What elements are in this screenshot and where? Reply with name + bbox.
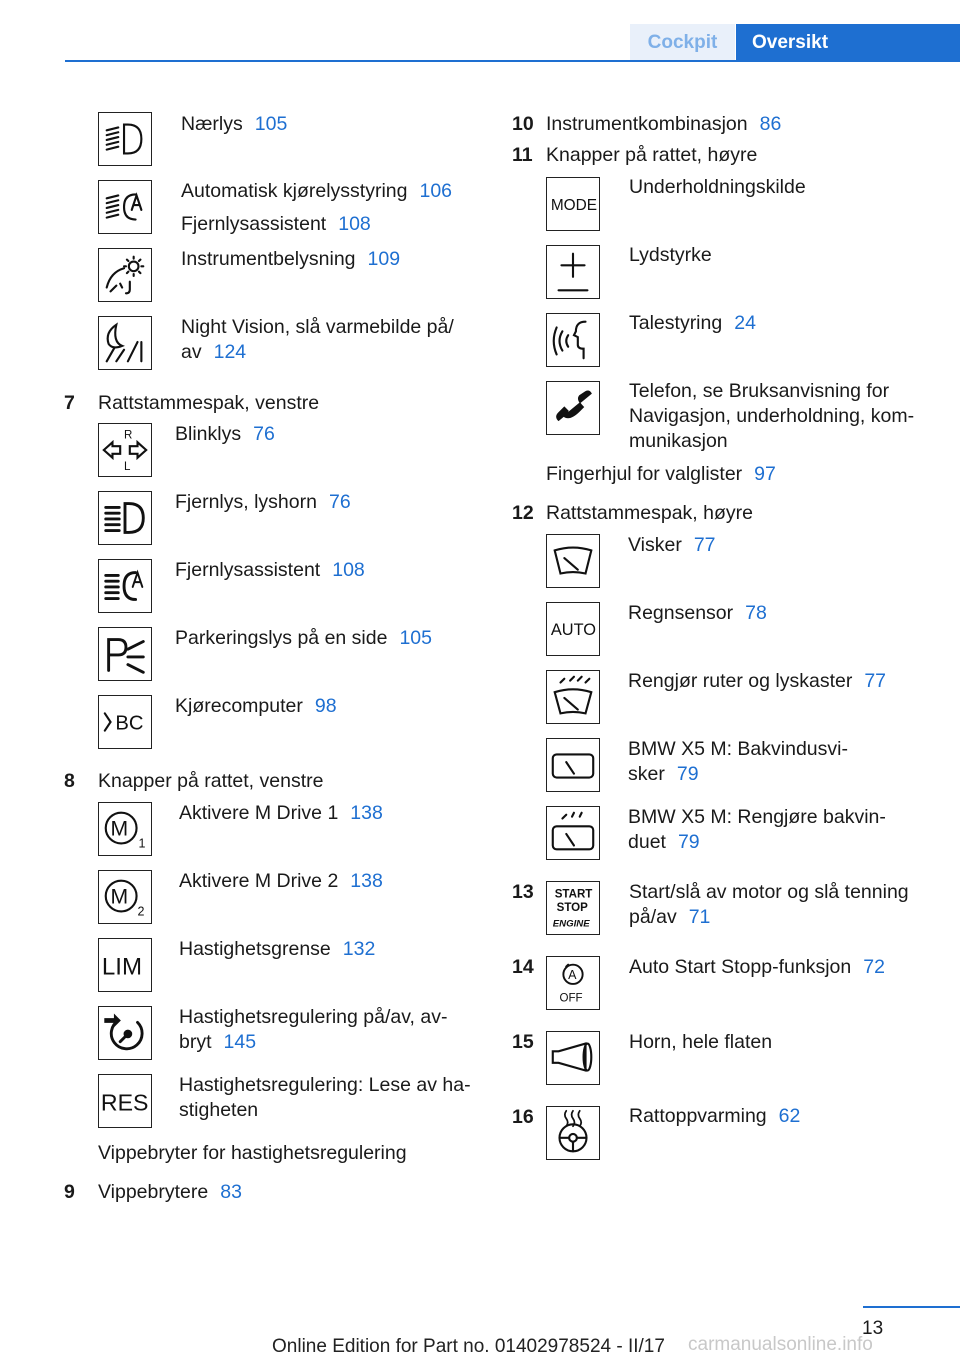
row-m-drive-1	[179, 801, 383, 826]
label: Vippebrytere	[98, 1181, 209, 1203]
section-number: 15	[512, 1031, 534, 1053]
row-turn-signal	[175, 422, 275, 447]
row-rear-washer	[628, 805, 886, 830]
instrument-lighting-icon	[98, 248, 152, 302]
washer-icon	[546, 670, 600, 724]
page-link[interactable]: 106	[419, 180, 453, 202]
label: Horn, hele flaten	[629, 1031, 773, 1053]
row-phone-cont2	[629, 429, 728, 454]
label: Instrumentkombinasjon	[546, 113, 748, 135]
label: Hastighetsregulering: Lese av ha-	[179, 1074, 471, 1096]
row-volume	[629, 243, 712, 268]
label: Hastighetsgrense	[179, 938, 331, 960]
page-link[interactable]: 86	[759, 113, 782, 135]
row-horn	[629, 1030, 772, 1055]
high-beam-assistant-icon	[98, 559, 152, 613]
icon-glyph: 2	[137, 904, 145, 919]
label: Telefon, se Bruksanvisning for	[629, 380, 890, 402]
row-rain-sensor	[628, 601, 767, 626]
section-number: 12	[512, 502, 534, 524]
label: BMW X5 M: Rengjøre bakvin-	[628, 806, 886, 828]
label: Auto Start Stopp-funksjon	[629, 956, 852, 978]
cruise-control-icon	[98, 1006, 152, 1060]
row-voice-control	[629, 311, 756, 336]
page-link[interactable]: 83	[220, 1181, 242, 1203]
label: Night Vision, slå varmebilde på/	[181, 316, 454, 338]
page-link[interactable]: 108	[332, 559, 365, 581]
label: Rattoppvarming	[629, 1105, 767, 1127]
icon-glyph: ENGINE	[552, 918, 590, 930]
page-link[interactable]: 132	[342, 938, 376, 960]
section-number: 8	[64, 770, 75, 792]
row-rear-washer-cont	[628, 830, 700, 855]
row-night-vision	[181, 315, 454, 340]
footer-rule	[863, 1306, 960, 1308]
page-link[interactable]: 79	[677, 831, 700, 853]
night-vision-icon	[98, 316, 152, 370]
row-high-beam-assist	[181, 212, 371, 237]
row-phone-cont	[629, 404, 914, 429]
label: Kjørecomputer	[175, 695, 303, 717]
section-title	[546, 112, 781, 137]
label: bryt	[179, 1031, 212, 1053]
icon-glyph: A	[568, 968, 577, 983]
row-high-beam-assistant	[175, 558, 365, 583]
label: BMW X5 M: Bakvindusvi-	[628, 738, 848, 760]
label: Blinklys	[175, 423, 242, 445]
label: Navigasjon, underholdning, kom-	[629, 405, 915, 427]
icon-glyph: START	[554, 888, 593, 901]
row-rear-wiper-cont	[628, 762, 699, 787]
section-title: Rattstammespak, venstre	[98, 392, 320, 414]
icon-glyph: BC	[115, 712, 144, 735]
voice-control-icon	[546, 313, 600, 367]
section-title: Rattstammespak, høyre	[546, 502, 753, 524]
icon-glyph: 1	[138, 836, 146, 851]
section-number: 16	[512, 1106, 534, 1128]
horn-icon	[546, 1031, 600, 1085]
row-start-stop-cont	[629, 905, 710, 930]
label: Start/slå av motor og slå tenning	[629, 881, 909, 903]
label: på/av	[629, 906, 677, 928]
page-link[interactable]: 105	[254, 113, 288, 135]
page-link[interactable]: 124	[213, 341, 247, 363]
row-speed-limit	[179, 937, 375, 962]
tab-cockpit[interactable]: Cockpit	[630, 24, 735, 61]
row-cruise-control-cont	[179, 1030, 256, 1055]
high-beam-icon	[98, 491, 152, 545]
label: sker	[628, 763, 665, 785]
resume-speed-icon	[98, 1074, 152, 1128]
rear-washer-icon	[546, 806, 600, 860]
page-link[interactable]: 77	[693, 534, 716, 556]
section-number: 10	[512, 113, 534, 135]
label: Fingerhjul for valglister	[546, 463, 743, 485]
label: duet	[628, 831, 666, 853]
label: munikasjon	[629, 430, 728, 452]
icon-glyph: MODE	[550, 196, 598, 214]
section-title	[98, 1180, 242, 1205]
section-number: 11	[512, 144, 533, 166]
page-link[interactable]: 97	[754, 463, 776, 485]
label: Aktivere M Drive 2	[179, 870, 339, 892]
row-resume-speed-cont	[179, 1098, 258, 1123]
start-stop-button-icon	[546, 881, 600, 935]
label: Parkeringslys på en side	[175, 627, 388, 649]
icon-glyph: L	[124, 461, 131, 474]
label: Talestyring	[629, 312, 723, 334]
tab-oversikt[interactable]: Oversikt	[736, 24, 960, 61]
section-number: 14	[512, 956, 534, 978]
row-thumbwheel	[546, 462, 776, 487]
page-link[interactable]: 72	[863, 956, 885, 978]
label: Instrumentbelysning	[181, 248, 356, 270]
row-washer	[628, 669, 886, 694]
icon-glyph: M	[110, 817, 129, 841]
page-link[interactable]: 62	[778, 1105, 801, 1127]
phone-icon	[546, 381, 600, 435]
label: Underholdningskilde	[629, 176, 806, 198]
row-entertainment-source	[629, 175, 806, 200]
volume-icon	[546, 245, 600, 299]
row-high-beam	[175, 490, 351, 515]
parking-light-icon	[98, 627, 152, 681]
row-resume-speed	[179, 1073, 471, 1098]
row-auto-headlight	[181, 179, 452, 204]
icon-glyph: LIM	[101, 953, 143, 981]
m-drive-2-icon	[98, 870, 152, 924]
page-link[interactable]: 78	[745, 602, 767, 624]
section-number: 7	[64, 392, 75, 414]
page-link[interactable]: 138	[350, 870, 383, 892]
rain-sensor-icon	[546, 602, 600, 656]
page-link[interactable]: 79	[676, 763, 699, 785]
section-title: Knapper på rattet, høyre	[546, 144, 758, 166]
row-phone	[629, 379, 889, 404]
row-wiper	[628, 533, 716, 558]
page-link[interactable]: 77	[864, 670, 887, 692]
rear-wiper-icon	[546, 738, 600, 792]
turn-signal-icon	[98, 423, 152, 477]
icon-glyph: OFF	[559, 992, 583, 1005]
label: Visker	[628, 534, 682, 556]
row-m-drive-2	[179, 869, 383, 894]
row-rocker-switch: Vippebryter for hastighetsregulering	[98, 1142, 407, 1164]
row-low-beam	[181, 112, 287, 137]
auto-headlight-icon	[98, 180, 152, 234]
page-link[interactable]: 76	[328, 491, 351, 513]
section-title: Knapper på rattet, venstre	[98, 770, 324, 792]
row-cruise-control	[179, 1005, 447, 1030]
icon-glyph: AUTO	[550, 620, 597, 639]
page-link[interactable]: 145	[223, 1031, 257, 1053]
auto-start-stop-icon	[546, 956, 600, 1010]
low-beam-icon	[98, 112, 152, 166]
page-link[interactable]: 138	[350, 802, 383, 824]
edition-text: Online Edition for Part no. 01402978524 - II/17	[272, 1336, 665, 1357]
label: Regnsensor	[628, 602, 734, 624]
label: Hastighetsregulering på/av, av-	[179, 1006, 448, 1028]
watermark: carmanualsonline.info	[688, 1334, 873, 1355]
page-link[interactable]: 76	[253, 423, 275, 445]
label: av	[181, 341, 202, 363]
header-rule	[65, 60, 960, 62]
steering-wheel-heating-icon	[546, 1106, 600, 1160]
icon-glyph: M	[110, 885, 129, 909]
label: stigheten	[179, 1099, 259, 1121]
label: Rengjør ruter og lyskaster	[628, 670, 853, 692]
row-instrument-lighting	[181, 247, 400, 272]
label: Lydstyrke	[629, 244, 712, 266]
label: Fjernlysassistent	[175, 559, 321, 581]
label: Automatisk kjørelysstyring	[181, 180, 408, 202]
icon-glyph: STOP	[556, 901, 588, 914]
row-parking-light	[175, 626, 432, 651]
row-night-vision-cont	[181, 340, 246, 365]
page-number: 13	[862, 1318, 884, 1339]
page-link[interactable]: 71	[688, 906, 711, 928]
page-link[interactable]: 98	[314, 695, 337, 717]
section-number: 9	[64, 1181, 75, 1203]
row-steering-heating	[629, 1104, 800, 1129]
label: Nærlys	[181, 113, 243, 135]
page-link[interactable]: 109	[367, 248, 401, 270]
speed-limit-icon	[98, 938, 152, 992]
trip-computer-icon	[98, 695, 152, 749]
page-link[interactable]: 24	[734, 312, 756, 334]
label: Fjernlys, lyshorn	[175, 491, 317, 513]
label: Aktivere M Drive 1	[179, 802, 339, 824]
row-rear-wiper	[628, 737, 848, 762]
row-trip-computer	[175, 694, 337, 719]
row-auto-start-stop	[629, 955, 885, 980]
page-link[interactable]: 108	[338, 213, 371, 235]
icon-glyph: RES	[100, 1089, 149, 1116]
mode-icon	[546, 177, 600, 231]
label: Fjernlysassistent	[181, 213, 327, 235]
wiper-icon	[546, 534, 600, 588]
page-link[interactable]: 105	[399, 627, 432, 649]
section-number: 13	[512, 881, 534, 903]
m-drive-1-icon	[98, 802, 152, 856]
icon-glyph: R	[124, 429, 133, 442]
row-start-stop	[629, 880, 909, 905]
